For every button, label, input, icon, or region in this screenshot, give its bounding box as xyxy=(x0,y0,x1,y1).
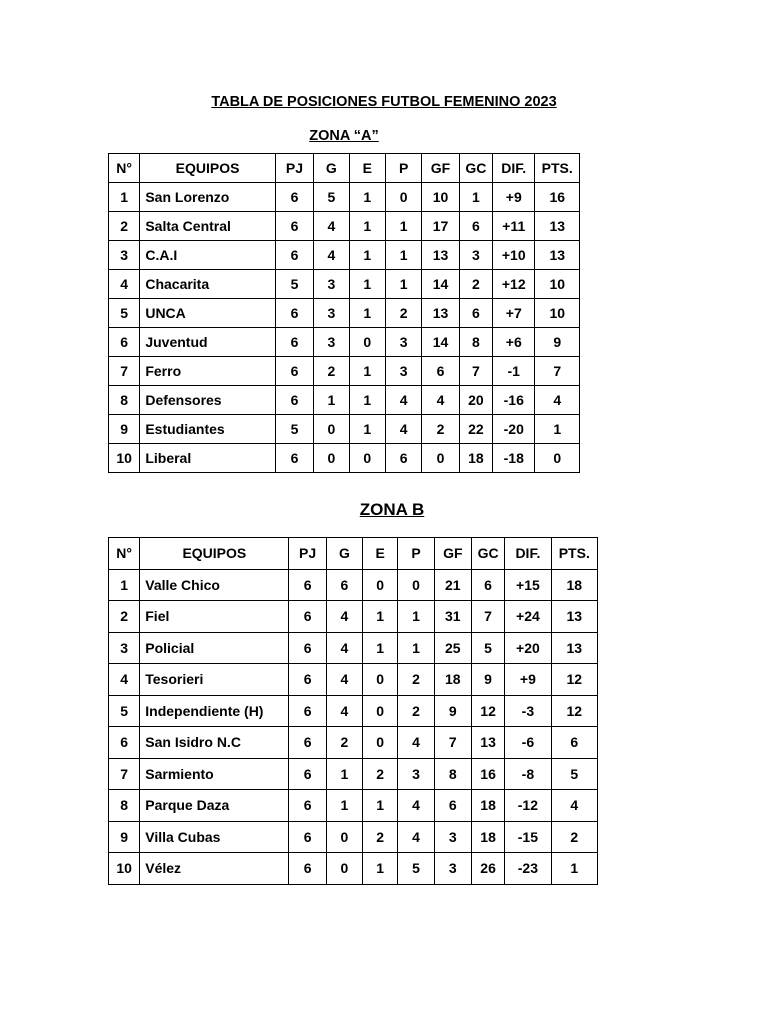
table-row xyxy=(109,241,580,270)
goal-difference-cell: -12 xyxy=(505,790,551,822)
team-name-cell: Parque Daza xyxy=(140,790,289,822)
zone-a-title: ZONA “A” xyxy=(309,128,379,144)
drawn-cell: 0 xyxy=(363,569,398,601)
goals-for-cell: 6 xyxy=(434,790,471,822)
table-row xyxy=(109,758,598,790)
column-header: GF xyxy=(422,154,459,183)
won-cell: 3 xyxy=(314,328,349,357)
drawn-cell: 1 xyxy=(349,386,385,415)
rank-cell: 8 xyxy=(109,386,140,415)
table-row xyxy=(109,601,598,633)
drawn-cell: 0 xyxy=(349,328,385,357)
column-header: G xyxy=(314,154,349,183)
goals-against-cell: 6 xyxy=(471,569,504,601)
goals-for-cell: 14 xyxy=(422,328,459,357)
goals-against-cell: 7 xyxy=(471,601,504,633)
goals-for-cell: 9 xyxy=(434,695,471,727)
points-cell: 18 xyxy=(551,569,597,601)
rank-cell: 7 xyxy=(109,758,140,790)
rank-cell: 4 xyxy=(109,270,140,299)
lost-cell: 4 xyxy=(398,727,434,759)
goals-against-cell: 5 xyxy=(471,632,504,664)
won-cell: 0 xyxy=(314,415,349,444)
team-name-cell: Valle Chico xyxy=(140,569,289,601)
played-cell: 6 xyxy=(275,241,313,270)
goal-difference-cell: -16 xyxy=(493,386,535,415)
goals-for-cell: 8 xyxy=(434,758,471,790)
goals-against-cell: 6 xyxy=(459,299,492,328)
table-row xyxy=(109,212,580,241)
goal-difference-cell: -18 xyxy=(493,444,535,473)
rank-cell: 7 xyxy=(109,357,140,386)
goals-for-cell: 4 xyxy=(422,386,459,415)
points-cell: 13 xyxy=(551,601,597,633)
drawn-cell: 2 xyxy=(363,758,398,790)
goals-against-cell: 12 xyxy=(471,695,504,727)
lost-cell: 1 xyxy=(398,601,434,633)
table-row xyxy=(109,569,598,601)
goal-difference-cell: +9 xyxy=(505,664,551,696)
team-name-cell: San Lorenzo xyxy=(140,183,275,212)
column-header: G xyxy=(326,538,362,570)
played-cell: 6 xyxy=(275,299,313,328)
table-row xyxy=(109,853,598,885)
lost-cell: 4 xyxy=(385,386,421,415)
goal-difference-cell: +10 xyxy=(493,241,535,270)
goals-against-cell: 9 xyxy=(471,664,504,696)
lost-cell: 3 xyxy=(385,357,421,386)
rank-cell: 10 xyxy=(109,853,140,885)
table-row xyxy=(109,727,598,759)
goals-against-cell: 1 xyxy=(459,183,492,212)
page-title: TABLA DE POSICIONES FUTBOL FEMENINO 2023 xyxy=(211,94,557,110)
goals-against-cell: 8 xyxy=(459,328,492,357)
rank-cell: 3 xyxy=(109,241,140,270)
team-name-cell: UNCA xyxy=(140,299,275,328)
goals-against-cell: 6 xyxy=(459,212,492,241)
drawn-cell: 0 xyxy=(363,727,398,759)
goal-difference-cell: +6 xyxy=(493,328,535,357)
column-header: PTS. xyxy=(551,538,597,570)
column-header: PJ xyxy=(275,154,313,183)
team-name-cell: Liberal xyxy=(140,444,275,473)
rank-cell: 1 xyxy=(109,569,140,601)
points-cell: 12 xyxy=(551,664,597,696)
won-cell: 3 xyxy=(314,270,349,299)
played-cell: 6 xyxy=(275,183,313,212)
goal-difference-cell: -1 xyxy=(493,357,535,386)
goals-against-cell: 20 xyxy=(459,386,492,415)
lost-cell: 1 xyxy=(385,241,421,270)
lost-cell: 1 xyxy=(385,270,421,299)
drawn-cell: 1 xyxy=(349,270,385,299)
rank-cell: 9 xyxy=(109,415,140,444)
goals-for-cell: 13 xyxy=(422,299,459,328)
lost-cell: 0 xyxy=(398,569,434,601)
drawn-cell: 1 xyxy=(349,299,385,328)
table-row xyxy=(109,821,598,853)
rank-cell: 2 xyxy=(109,212,140,241)
goal-difference-cell: +20 xyxy=(505,632,551,664)
drawn-cell: 1 xyxy=(363,790,398,822)
won-cell: 4 xyxy=(326,664,362,696)
rank-cell: 2 xyxy=(109,601,140,633)
played-cell: 6 xyxy=(275,328,313,357)
goals-for-cell: 6 xyxy=(422,357,459,386)
won-cell: 0 xyxy=(314,444,349,473)
column-header: GC xyxy=(471,538,504,570)
lost-cell: 0 xyxy=(385,183,421,212)
lost-cell: 3 xyxy=(385,328,421,357)
column-header: N° xyxy=(109,538,140,570)
table-row xyxy=(109,695,598,727)
won-cell: 4 xyxy=(326,695,362,727)
won-cell: 1 xyxy=(326,758,362,790)
played-cell: 6 xyxy=(289,695,326,727)
goals-for-cell: 17 xyxy=(422,212,459,241)
lost-cell: 2 xyxy=(398,695,434,727)
team-name-cell: Independiente (H) xyxy=(140,695,289,727)
points-cell: 2 xyxy=(551,821,597,853)
team-name-cell: Estudiantes xyxy=(140,415,275,444)
drawn-cell: 0 xyxy=(363,695,398,727)
table-row xyxy=(109,299,580,328)
rank-cell: 10 xyxy=(109,444,140,473)
table-row xyxy=(109,183,580,212)
points-cell: 1 xyxy=(551,853,597,885)
won-cell: 2 xyxy=(326,727,362,759)
table-row xyxy=(109,444,580,473)
played-cell: 6 xyxy=(289,790,326,822)
played-cell: 5 xyxy=(275,270,313,299)
lost-cell: 2 xyxy=(398,664,434,696)
points-cell: 7 xyxy=(535,357,580,386)
points-cell: 9 xyxy=(535,328,580,357)
won-cell: 4 xyxy=(314,241,349,270)
team-name-cell: Juventud xyxy=(140,328,275,357)
drawn-cell: 0 xyxy=(349,444,385,473)
drawn-cell: 1 xyxy=(363,601,398,633)
points-cell: 16 xyxy=(535,183,580,212)
team-name-cell: Ferro xyxy=(140,357,275,386)
lost-cell: 4 xyxy=(398,790,434,822)
drawn-cell: 1 xyxy=(349,415,385,444)
goal-difference-cell: -6 xyxy=(505,727,551,759)
played-cell: 6 xyxy=(289,853,326,885)
won-cell: 4 xyxy=(326,601,362,633)
goal-difference-cell: -20 xyxy=(493,415,535,444)
drawn-cell: 2 xyxy=(363,821,398,853)
table-row xyxy=(109,328,580,357)
column-header: E xyxy=(349,154,385,183)
drawn-cell: 0 xyxy=(363,664,398,696)
rank-cell: 6 xyxy=(109,727,140,759)
rank-cell: 5 xyxy=(109,299,140,328)
drawn-cell: 1 xyxy=(349,357,385,386)
column-header: PTS. xyxy=(535,154,580,183)
goals-for-cell: 13 xyxy=(422,241,459,270)
goals-against-cell: 26 xyxy=(471,853,504,885)
team-name-cell: Tesorieri xyxy=(140,664,289,696)
drawn-cell: 1 xyxy=(349,183,385,212)
drawn-cell: 1 xyxy=(349,212,385,241)
won-cell: 2 xyxy=(314,357,349,386)
rank-cell: 9 xyxy=(109,821,140,853)
column-header: P xyxy=(385,154,421,183)
played-cell: 6 xyxy=(289,821,326,853)
drawn-cell: 1 xyxy=(363,632,398,664)
played-cell: 6 xyxy=(275,212,313,241)
goals-against-cell: 22 xyxy=(459,415,492,444)
team-name-cell: C.A.I xyxy=(140,241,275,270)
team-name-cell: Defensores xyxy=(140,386,275,415)
lost-cell: 1 xyxy=(398,632,434,664)
played-cell: 6 xyxy=(275,386,313,415)
column-header: N° xyxy=(109,154,140,183)
won-cell: 6 xyxy=(326,569,362,601)
goal-difference-cell: -3 xyxy=(505,695,551,727)
won-cell: 0 xyxy=(326,853,362,885)
played-cell: 6 xyxy=(289,664,326,696)
rank-cell: 8 xyxy=(109,790,140,822)
goals-for-cell: 3 xyxy=(434,821,471,853)
won-cell: 1 xyxy=(326,790,362,822)
points-cell: 1 xyxy=(535,415,580,444)
played-cell: 6 xyxy=(289,601,326,633)
goals-against-cell: 7 xyxy=(459,357,492,386)
table-row xyxy=(109,270,580,299)
played-cell: 5 xyxy=(275,415,313,444)
won-cell: 1 xyxy=(314,386,349,415)
goals-for-cell: 14 xyxy=(422,270,459,299)
goal-difference-cell: -23 xyxy=(505,853,551,885)
points-cell: 10 xyxy=(535,270,580,299)
zone-b-standings-table xyxy=(108,537,598,885)
column-header: PJ xyxy=(289,538,326,570)
goals-against-cell: 18 xyxy=(471,821,504,853)
header-row xyxy=(109,154,580,183)
lost-cell: 2 xyxy=(385,299,421,328)
column-header: EQUIPOS xyxy=(140,154,275,183)
drawn-cell: 1 xyxy=(349,241,385,270)
goal-difference-cell: +24 xyxy=(505,601,551,633)
played-cell: 6 xyxy=(289,632,326,664)
goal-difference-cell: +11 xyxy=(493,212,535,241)
points-cell: 4 xyxy=(551,790,597,822)
goals-for-cell: 3 xyxy=(434,853,471,885)
played-cell: 6 xyxy=(289,758,326,790)
points-cell: 10 xyxy=(535,299,580,328)
team-name-cell: Chacarita xyxy=(140,270,275,299)
column-header: GC xyxy=(459,154,492,183)
header-row xyxy=(109,538,598,570)
rank-cell: 3 xyxy=(109,632,140,664)
table-row xyxy=(109,386,580,415)
points-cell: 13 xyxy=(535,241,580,270)
team-name-cell: Policial xyxy=(140,632,289,664)
points-cell: 12 xyxy=(551,695,597,727)
column-header: P xyxy=(398,538,434,570)
goals-against-cell: 16 xyxy=(471,758,504,790)
drawn-cell: 1 xyxy=(363,853,398,885)
team-name-cell: Salta Central xyxy=(140,212,275,241)
points-cell: 13 xyxy=(535,212,580,241)
played-cell: 6 xyxy=(289,727,326,759)
lost-cell: 5 xyxy=(398,853,434,885)
team-name-cell: Fiel xyxy=(140,601,289,633)
goals-for-cell: 7 xyxy=(434,727,471,759)
lost-cell: 6 xyxy=(385,444,421,473)
table-row xyxy=(109,357,580,386)
goal-difference-cell: +15 xyxy=(505,569,551,601)
lost-cell: 4 xyxy=(385,415,421,444)
table-row xyxy=(109,632,598,664)
goals-for-cell: 18 xyxy=(434,664,471,696)
points-cell: 13 xyxy=(551,632,597,664)
goal-difference-cell: +7 xyxy=(493,299,535,328)
lost-cell: 4 xyxy=(398,821,434,853)
column-header: DIF. xyxy=(493,154,535,183)
column-header: DIF. xyxy=(505,538,551,570)
goal-difference-cell: +9 xyxy=(493,183,535,212)
team-name-cell: Sarmiento xyxy=(140,758,289,790)
goals-against-cell: 18 xyxy=(459,444,492,473)
goal-difference-cell: -15 xyxy=(505,821,551,853)
won-cell: 4 xyxy=(326,632,362,664)
column-header: GF xyxy=(434,538,471,570)
goals-against-cell: 13 xyxy=(471,727,504,759)
table-row xyxy=(109,664,598,696)
goals-against-cell: 18 xyxy=(471,790,504,822)
rank-cell: 6 xyxy=(109,328,140,357)
team-name-cell: San Isidro N.C xyxy=(140,727,289,759)
lost-cell: 3 xyxy=(398,758,434,790)
played-cell: 6 xyxy=(275,357,313,386)
zone-a-standings-table xyxy=(108,153,580,473)
points-cell: 5 xyxy=(551,758,597,790)
lost-cell: 1 xyxy=(385,212,421,241)
goals-for-cell: 21 xyxy=(434,569,471,601)
zone-b-title: ZONA B xyxy=(359,500,425,519)
played-cell: 6 xyxy=(275,444,313,473)
goals-for-cell: 0 xyxy=(422,444,459,473)
won-cell: 5 xyxy=(314,183,349,212)
rank-cell: 1 xyxy=(109,183,140,212)
goals-for-cell: 25 xyxy=(434,632,471,664)
goal-difference-cell: -8 xyxy=(505,758,551,790)
goals-against-cell: 2 xyxy=(459,270,492,299)
goals-for-cell: 2 xyxy=(422,415,459,444)
table-row xyxy=(109,415,580,444)
team-name-cell: Villa Cubas xyxy=(140,821,289,853)
column-header: E xyxy=(363,538,398,570)
table-row xyxy=(109,790,598,822)
goals-for-cell: 10 xyxy=(422,183,459,212)
rank-cell: 4 xyxy=(109,664,140,696)
points-cell: 0 xyxy=(535,444,580,473)
goals-for-cell: 31 xyxy=(434,601,471,633)
won-cell: 0 xyxy=(326,821,362,853)
played-cell: 6 xyxy=(289,569,326,601)
won-cell: 3 xyxy=(314,299,349,328)
team-name-cell: Vélez xyxy=(140,853,289,885)
rank-cell: 5 xyxy=(109,695,140,727)
column-header: EQUIPOS xyxy=(140,538,289,570)
won-cell: 4 xyxy=(314,212,349,241)
goals-against-cell: 3 xyxy=(459,241,492,270)
points-cell: 4 xyxy=(535,386,580,415)
points-cell: 6 xyxy=(551,727,597,759)
goal-difference-cell: +12 xyxy=(493,270,535,299)
